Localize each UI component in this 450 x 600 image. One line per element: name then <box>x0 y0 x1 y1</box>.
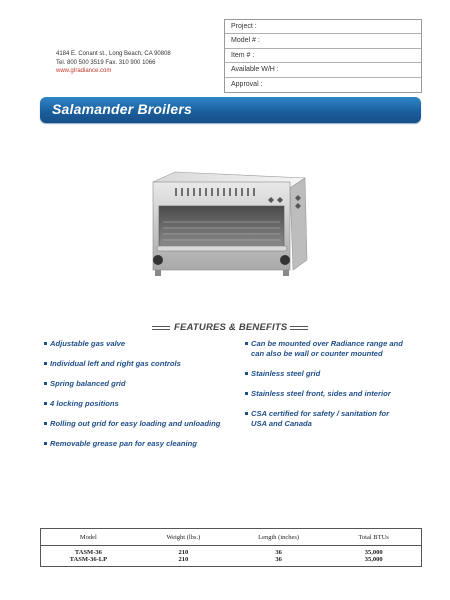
features-heading <box>152 322 312 334</box>
title-banner <box>40 97 421 123</box>
bullet-icon <box>44 342 47 345</box>
list-item: 4 locking positions <box>44 399 119 409</box>
model-row: Model # : <box>225 34 421 48</box>
project-info-box <box>224 19 422 93</box>
list-item: Adjustable gas valve <box>44 339 125 349</box>
company-address: 4184 E. Conant st., Long Beach, CA 90808 <box>56 51 171 57</box>
list-item: Spring balanced grid <box>44 379 126 389</box>
table-header-row <box>41 529 422 546</box>
project-row: Project : <box>225 20 421 34</box>
header-length: Length (inches) <box>231 529 326 546</box>
cell-model: TASM-36 <box>74 549 102 556</box>
spec-table <box>40 528 422 567</box>
list-item: Can be mounted over Radiance range and can also be wall or counter mounted <box>245 339 403 359</box>
company-phone-fax: Tel. 800 500 3519 Fax. 310 900 1066 <box>56 59 156 66</box>
list-item: Individual left and right gas controls <box>44 359 181 369</box>
list-item: Rolling out grid for easy loading and unloading <box>44 419 220 429</box>
features-title: FEATURES & BENEFITS <box>174 322 288 333</box>
bullet-icon <box>245 412 248 415</box>
bullet-icon <box>44 422 47 425</box>
item-row: Item # : <box>225 49 421 63</box>
table-row <box>41 546 422 557</box>
table-row <box>41 556 422 567</box>
bullet-icon <box>44 402 47 405</box>
cell-model: TASM-36-LP <box>69 556 108 563</box>
header-weight: Weight (lbs.) <box>136 529 231 546</box>
header-model: Model <box>41 529 136 546</box>
cell-weight: 210 <box>178 549 189 556</box>
available-row: Available W/H : <box>225 63 421 77</box>
list-item: CSA certified for safety / sanitation for USA and Canada <box>245 409 389 429</box>
bullet-icon <box>44 382 47 385</box>
approval-row: Approval : <box>231 80 263 88</box>
list-item: Stainless steel grid <box>245 369 320 379</box>
salamander-broiler-image <box>145 170 310 285</box>
cell-length: 36 <box>275 556 282 563</box>
list-item: Stainless steel front, sides and interior <box>245 389 391 399</box>
company-info <box>56 50 171 76</box>
company-website: www.gIradiance.com <box>56 68 112 74</box>
page-title: Salamander Broilers <box>52 101 192 117</box>
cell-btus: 35,000 <box>364 556 383 563</box>
bullet-icon <box>245 392 248 395</box>
bullet-icon <box>245 342 248 345</box>
list-item: Removable grease pan for easy cleaning <box>44 439 197 449</box>
bullet-icon <box>44 362 47 365</box>
bullet-icon <box>44 442 47 445</box>
cell-btus: 35,000 <box>364 549 383 556</box>
cell-length: 36 <box>275 549 282 556</box>
header-btus: Total BTUs <box>326 529 421 546</box>
cell-weight: 210 <box>178 556 189 563</box>
bullet-icon <box>245 372 248 375</box>
